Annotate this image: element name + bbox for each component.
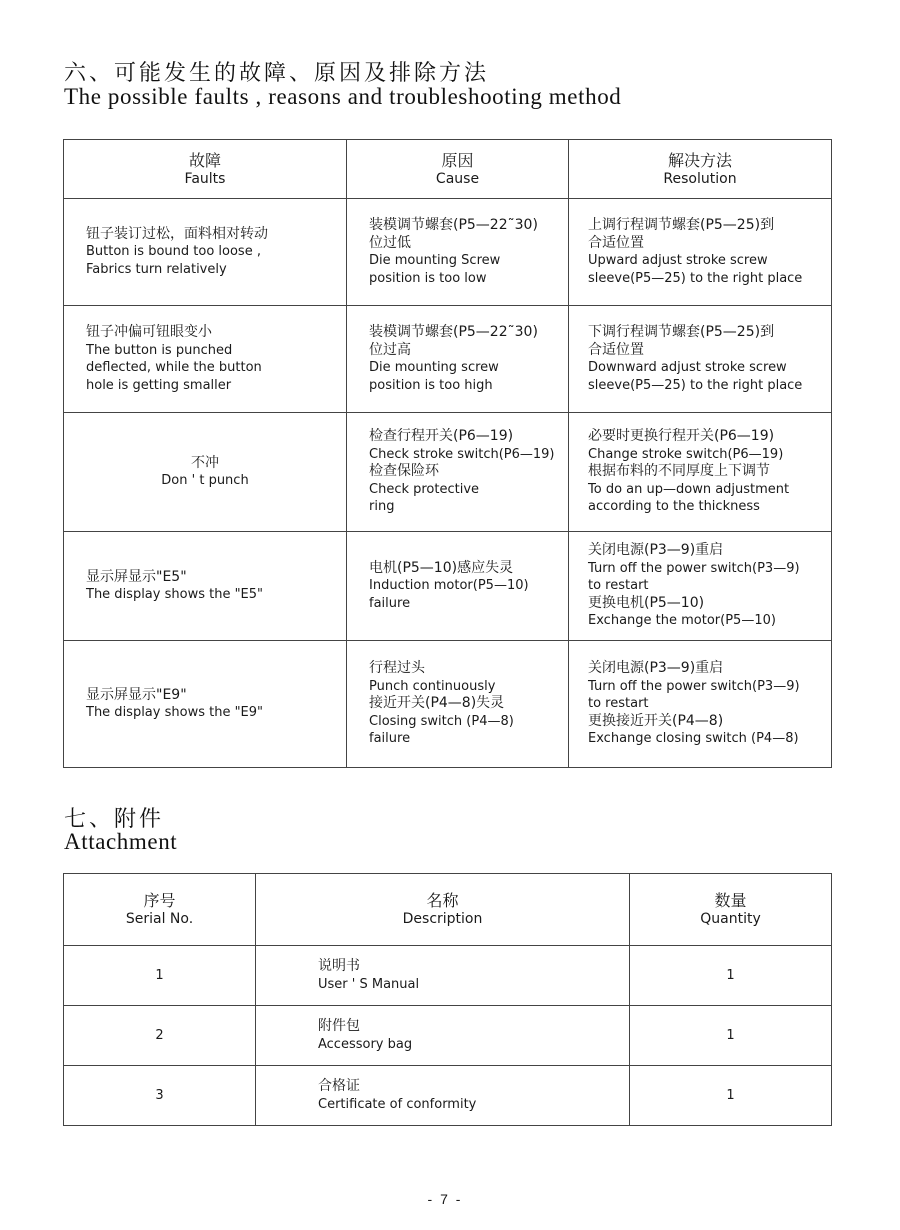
- table-row: [64, 413, 832, 532]
- page-number: - 7 -: [427, 1191, 463, 1207]
- quantity-cell: 1: [630, 1006, 832, 1066]
- header-serial: 序号 Serial No.: [64, 874, 256, 946]
- faults-header-row: [64, 140, 832, 199]
- section7-title-en: Attachment: [64, 829, 178, 854]
- resolution-cell: 必要时更换行程开关(P6—19) Change stroke switch(P6—19) 根据布料的不同厚度上下调节 To do an up—down adjustment according to the thickness: [569, 413, 832, 532]
- serial-cell: 1: [64, 946, 256, 1006]
- fault-cell: 显示屏显示"E5" The display shows the "E5": [64, 532, 347, 641]
- header-faults: 故障 Faults: [64, 140, 347, 199]
- table-row: [64, 1066, 832, 1126]
- fault-cell: 钮子冲偏可钮眼变小 The button is punched deflected, while the button hole is getting smaller: [64, 306, 347, 413]
- description-cell: 说明书 User ' S Manual: [256, 946, 630, 1006]
- cause-cell: 电机(P5—10)感应失灵 Induction motor(P5—10) failure: [347, 532, 569, 641]
- resolution-cell: 关闭电源(P3—9)重启 Turn off the power switch(P3—9) to restart 更换接近开关(P4—8) Exchange closing switch (P4—8): [569, 641, 832, 768]
- serial-cell: 3: [64, 1066, 256, 1126]
- resolution-cell: 上调行程调节螺套(P5—25)到 合适位置 Upward adjust stroke screw sleeve(P5—25) to the right place: [569, 199, 832, 306]
- description-cell: 附件包 Accessory bag: [256, 1006, 630, 1066]
- cause-cell: 检查行程开关(P6—19) Check stroke switch(P6—19) 检查保险环 Check protective ring: [347, 413, 569, 532]
- faults-table: [63, 139, 832, 768]
- serial-cell: 2: [64, 1006, 256, 1066]
- description-cell: 合格证 Certificate of conformity: [256, 1066, 630, 1126]
- fault-cell: 显示屏显示"E9" The display shows the "E9": [64, 641, 347, 768]
- attachment-table: [63, 873, 832, 1126]
- table-row: [64, 306, 832, 413]
- table-row: [64, 532, 832, 641]
- section7-title-cn: 七、附件: [64, 807, 165, 832]
- resolution-cell: 关闭电源(P3—9)重启 Turn off the power switch(P3—9) to restart 更换电机(P5—10) Exchange the motor(P5—10): [569, 532, 832, 641]
- resolution-cell: 下调行程调节螺套(P5—25)到 合适位置 Downward adjust stroke screw sleeve(P5—25) to the right place: [569, 306, 832, 413]
- section6-title-cn: 六、可能发生的故障、原因及排除方法: [64, 61, 490, 86]
- table-row: [64, 199, 832, 306]
- quantity-cell: 1: [630, 946, 832, 1006]
- header-resolution: 解决方法 Resolution: [569, 140, 832, 199]
- cause-cell: 装模调节螺套(P5—22˜30) 位过低 Die mounting Screw position is too low: [347, 199, 569, 306]
- cause-cell: 行程过头 Punch continuously 接近开关(P4—8)失灵 Closing switch (P4—8) failure: [347, 641, 569, 768]
- section6-title-en: The possible faults , reasons and troubleshooting method: [64, 84, 622, 109]
- attach-header-row: [64, 874, 832, 946]
- cause-cell: 装模调节螺套(P5—22˜30) 位过高 Die mounting screw position is too high: [347, 306, 569, 413]
- table-row: [64, 641, 832, 768]
- quantity-cell: 1: [630, 1066, 832, 1126]
- header-quantity: 数量 Quantity: [630, 874, 832, 946]
- header-description: 名称 Description: [256, 874, 630, 946]
- header-cause: 原因 Cause: [347, 140, 569, 199]
- fault-cell: 不冲 Don ' t punch: [64, 413, 347, 532]
- table-row: [64, 1006, 832, 1066]
- table-row: [64, 946, 832, 1006]
- fault-cell: 钮子装订过松，面料相对转动 Button is bound too loose , Fabrics turn relatively: [64, 199, 347, 306]
